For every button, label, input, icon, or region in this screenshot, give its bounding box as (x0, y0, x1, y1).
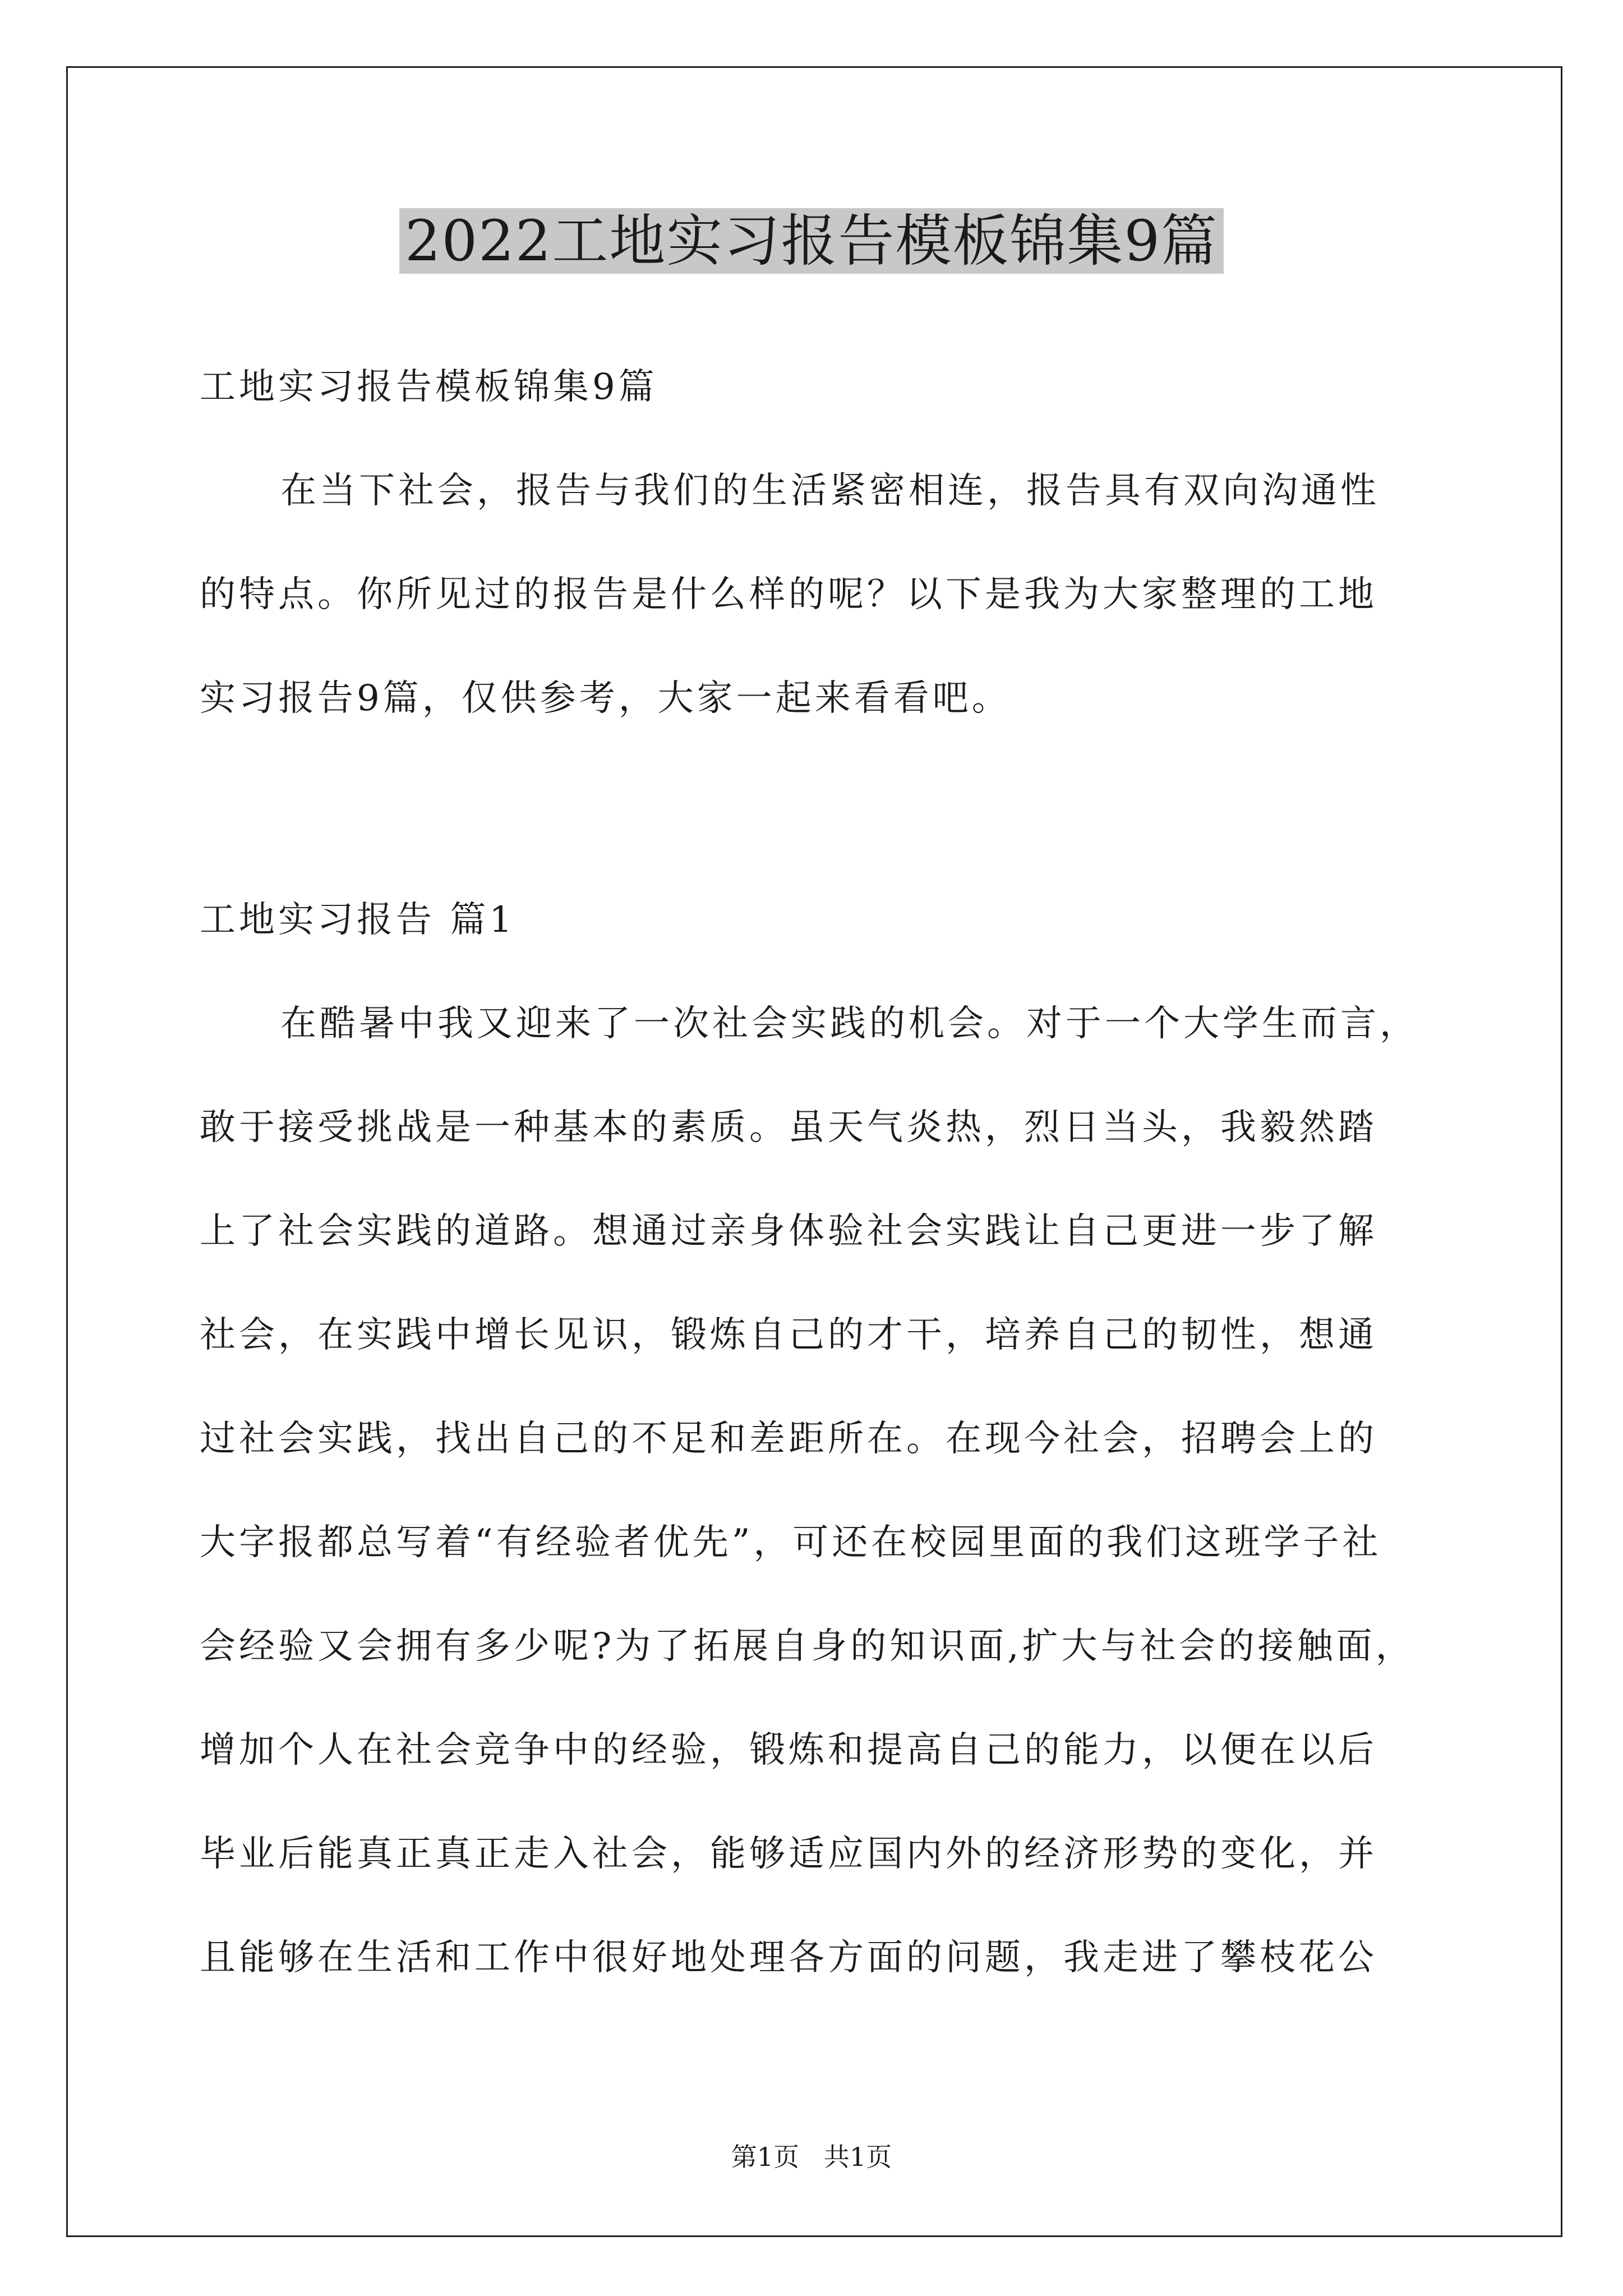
body-line-4: 社会，在实践中增长见识，锻炼自己的才干，培养自己的韧性，想通 (200, 1314, 1377, 1356)
body-line-2: 敢于接受挑战是一种基本的素质。虽天气炎热，烈日当头，我毅然踏 (200, 1107, 1377, 1148)
document-title (0, 202, 1623, 280)
body-line-3: 上了社会实践的道路。想通过亲身体验社会实践让自己更进一步了解 (200, 1211, 1377, 1252)
body-line-6: 大字报都总写着“有经验者优先”，可还在校园里面的我们这班学子社 (200, 1522, 1382, 1563)
body-line-5: 过社会实践，找出自己的不足和差距所在。在现今社会，招聘会上的 (200, 1418, 1377, 1460)
intro-line-1: 在当下社会，报告与我们的生活紧密相连，报告具有双向沟通性 (280, 470, 1380, 512)
page-footer: 第1页 共1页 (731, 2142, 892, 2172)
document-subtitle: 工地实习报告模板锦集9篇 (200, 366, 658, 408)
body-line-10: 且能够在生活和工作中很好地处理各方面的问题，我走进了攀枝花公 (200, 1937, 1377, 1978)
body-line-7: 会经验又会拥有多少呢?为了拓展自身的知识面,扩大与社会的接触面， (200, 1626, 1415, 1667)
intro-line-3: 实习报告9篇，仅供参考，大家一起来看看吧。 (200, 678, 1011, 719)
section-heading: 工地实习报告 篇1 (200, 899, 516, 941)
body-line-8: 增加个人在社会竞争中的经验，锻炼和提高自己的能力，以便在以后 (200, 1729, 1377, 1771)
body-line-1: 在酷暑中我又迎来了一次社会实践的机会。对于一个大学生而言， (280, 1003, 1419, 1045)
intro-line-2: 的特点。你所见过的报告是什么样的呢？以下是我为大家整理的工地 (200, 574, 1377, 615)
body-line-9: 毕业后能真正真正走入社会，能够适应国内外的经济形势的变化，并 (200, 1833, 1377, 1875)
document-title-text: 2022工地实习报告模板锦集9篇 (399, 208, 1224, 274)
